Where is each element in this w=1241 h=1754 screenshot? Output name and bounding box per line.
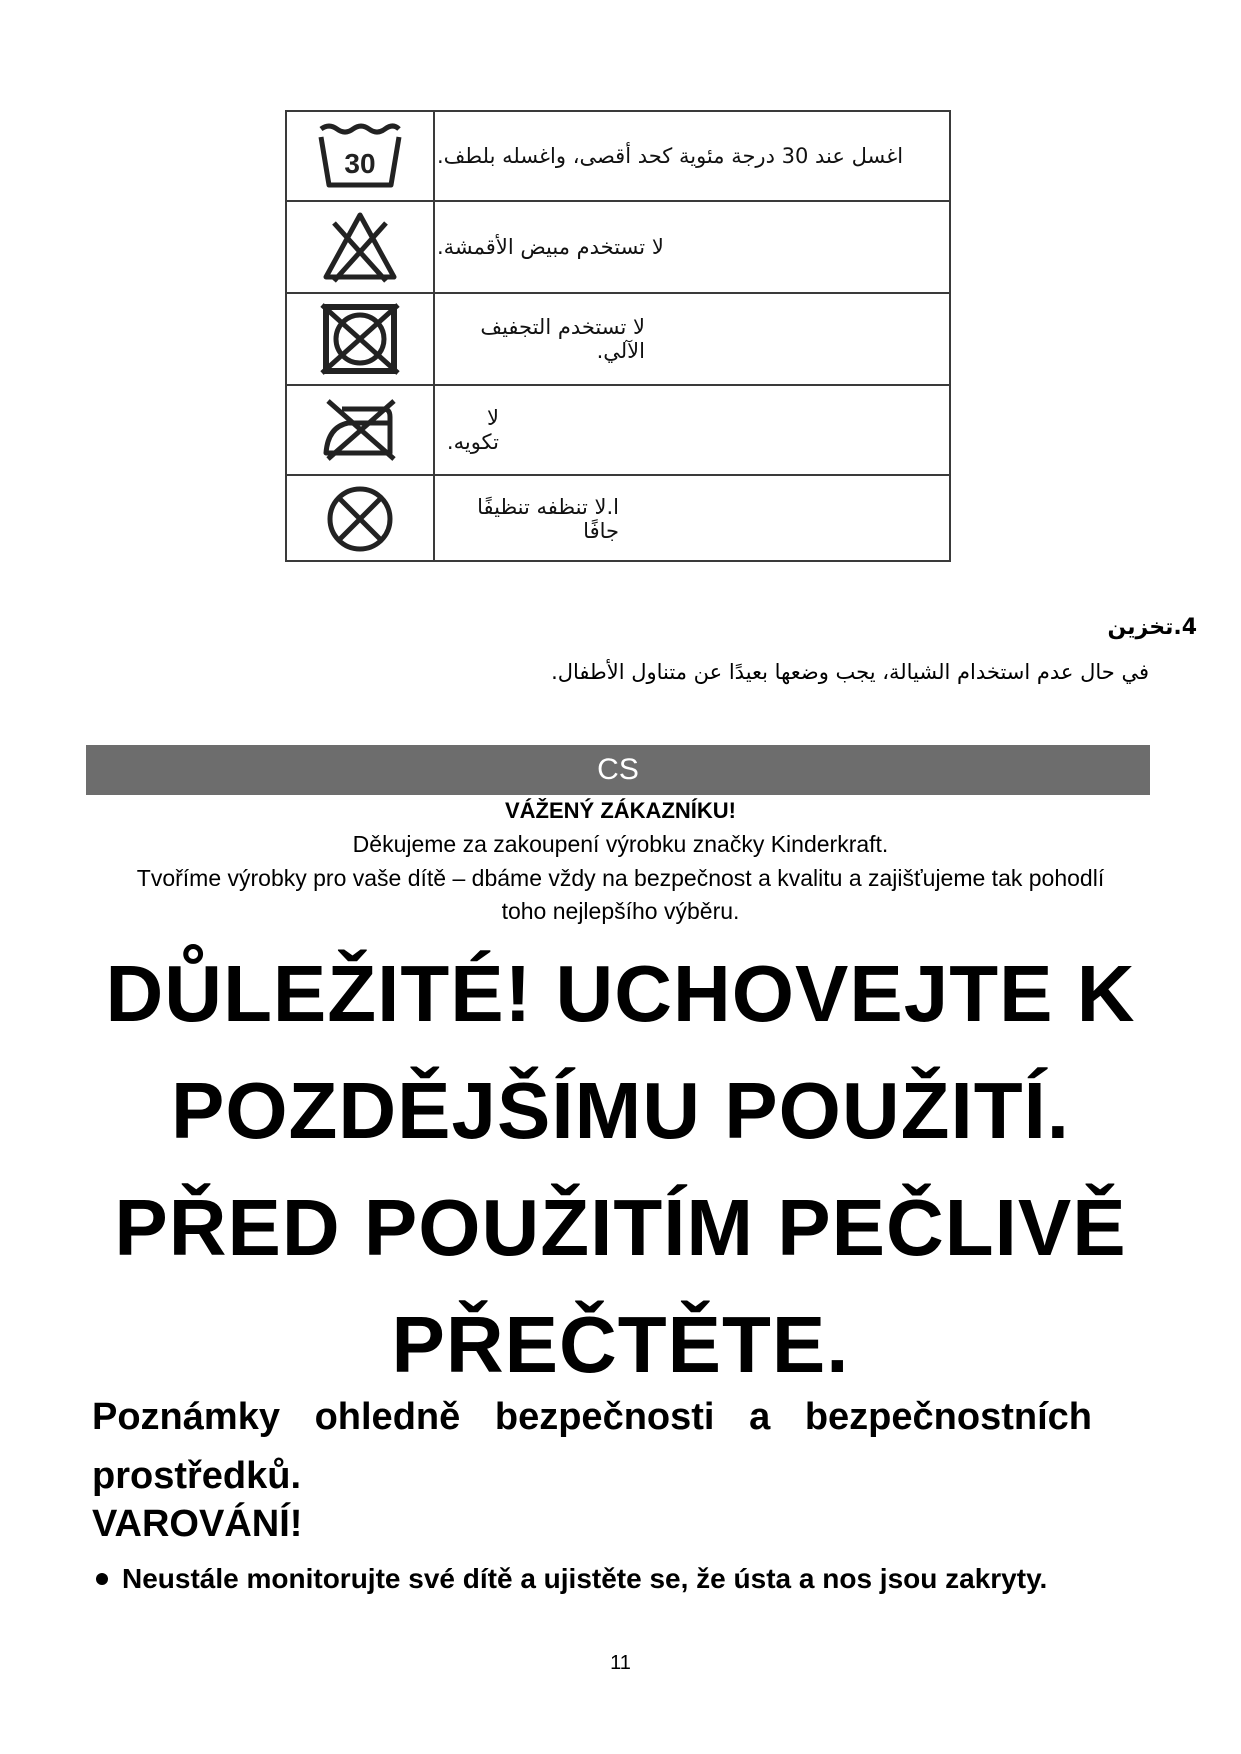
wash-30-icon	[315, 121, 405, 191]
care-symbols-table	[285, 110, 951, 562]
no-tumble-dry-icon	[318, 301, 402, 377]
care-instruction: اغسل عند 30 درجة مئوية كحد أقصى، واغسله بلطف.	[437, 144, 904, 168]
intro-text	[60, 862, 1181, 928]
care-text	[437, 386, 937, 474]
icon-cell	[287, 112, 435, 200]
care-row-dry-clean	[287, 476, 949, 562]
important-line: PŘED POUŽITÍM PEČLIVĚ	[114, 1183, 1127, 1272]
important-line: POZDĚJŠÍMU POUŽITÍ.	[170, 1066, 1071, 1155]
care-instruction: لا تستخدم التجفيف الآلي.	[480, 315, 645, 363]
care-row-tumble-dry	[287, 294, 949, 386]
important-line: DŮLEŽITÉ! UCHOVEJTE K	[105, 949, 1136, 1038]
page-number: 11	[610, 1652, 631, 1674]
thanks-text: Děkujeme za zakoupení výrobku značky Kinderkraft.	[352, 831, 889, 857]
no-iron-icon	[318, 397, 402, 463]
care-text	[437, 294, 937, 384]
care-text	[437, 112, 937, 200]
storage-text: في حال عدم استخدام الشيالة، يجب وضعها بعيدًا عن متناول الأطفال.	[551, 660, 1149, 684]
warning-heading: VAROVÁNÍ!	[92, 1503, 303, 1545]
no-bleach-icon	[320, 209, 400, 285]
intro-line: toho nejlepšího výběru.	[501, 898, 740, 924]
care-row-iron	[287, 386, 949, 476]
care-instruction: لا تكويه.	[446, 406, 499, 454]
icon-cell	[287, 294, 435, 384]
icon-cell	[287, 386, 435, 474]
care-text	[437, 476, 937, 562]
no-dry-clean-icon	[322, 483, 398, 555]
language-section-header	[86, 745, 1150, 795]
important-notice	[40, 935, 1201, 1403]
icon-cell	[287, 202, 435, 292]
intro-line: Tvoříme výrobky pro vaše dítě – dbáme vždy na bezpečnost a kvalitu a zajišťujeme tak pohodlí	[136, 865, 1105, 891]
customer-greeting: VÁŽENÝ ZÁKAZNÍKU!	[505, 798, 736, 823]
bullet-icon	[96, 1573, 108, 1585]
warning-bullet	[92, 1563, 1047, 1595]
care-row-bleach	[287, 202, 949, 294]
bullet-text: Neustále monitorujte své dítě a ujistěte se, že ústa a nos jsou zakryty.	[122, 1563, 1048, 1594]
important-line: PŘEČTĚTE.	[391, 1300, 850, 1389]
storage-heading: 4.تخزين	[1107, 615, 1197, 640]
care-instruction: لا تستخدم مبيض الأقمشة.	[437, 235, 664, 259]
care-row-wash	[287, 112, 949, 202]
wash-temperature: 30	[344, 148, 376, 179]
language-code: CS	[597, 753, 639, 786]
care-instruction: ا.لا تنظفه تنظيفًا جافًا	[477, 495, 619, 543]
safety-notes-title: Poznámky ohledně bezpečnosti a bezpečnostních prostředků.	[92, 1396, 1092, 1497]
icon-cell	[287, 476, 435, 562]
care-text	[437, 202, 937, 292]
